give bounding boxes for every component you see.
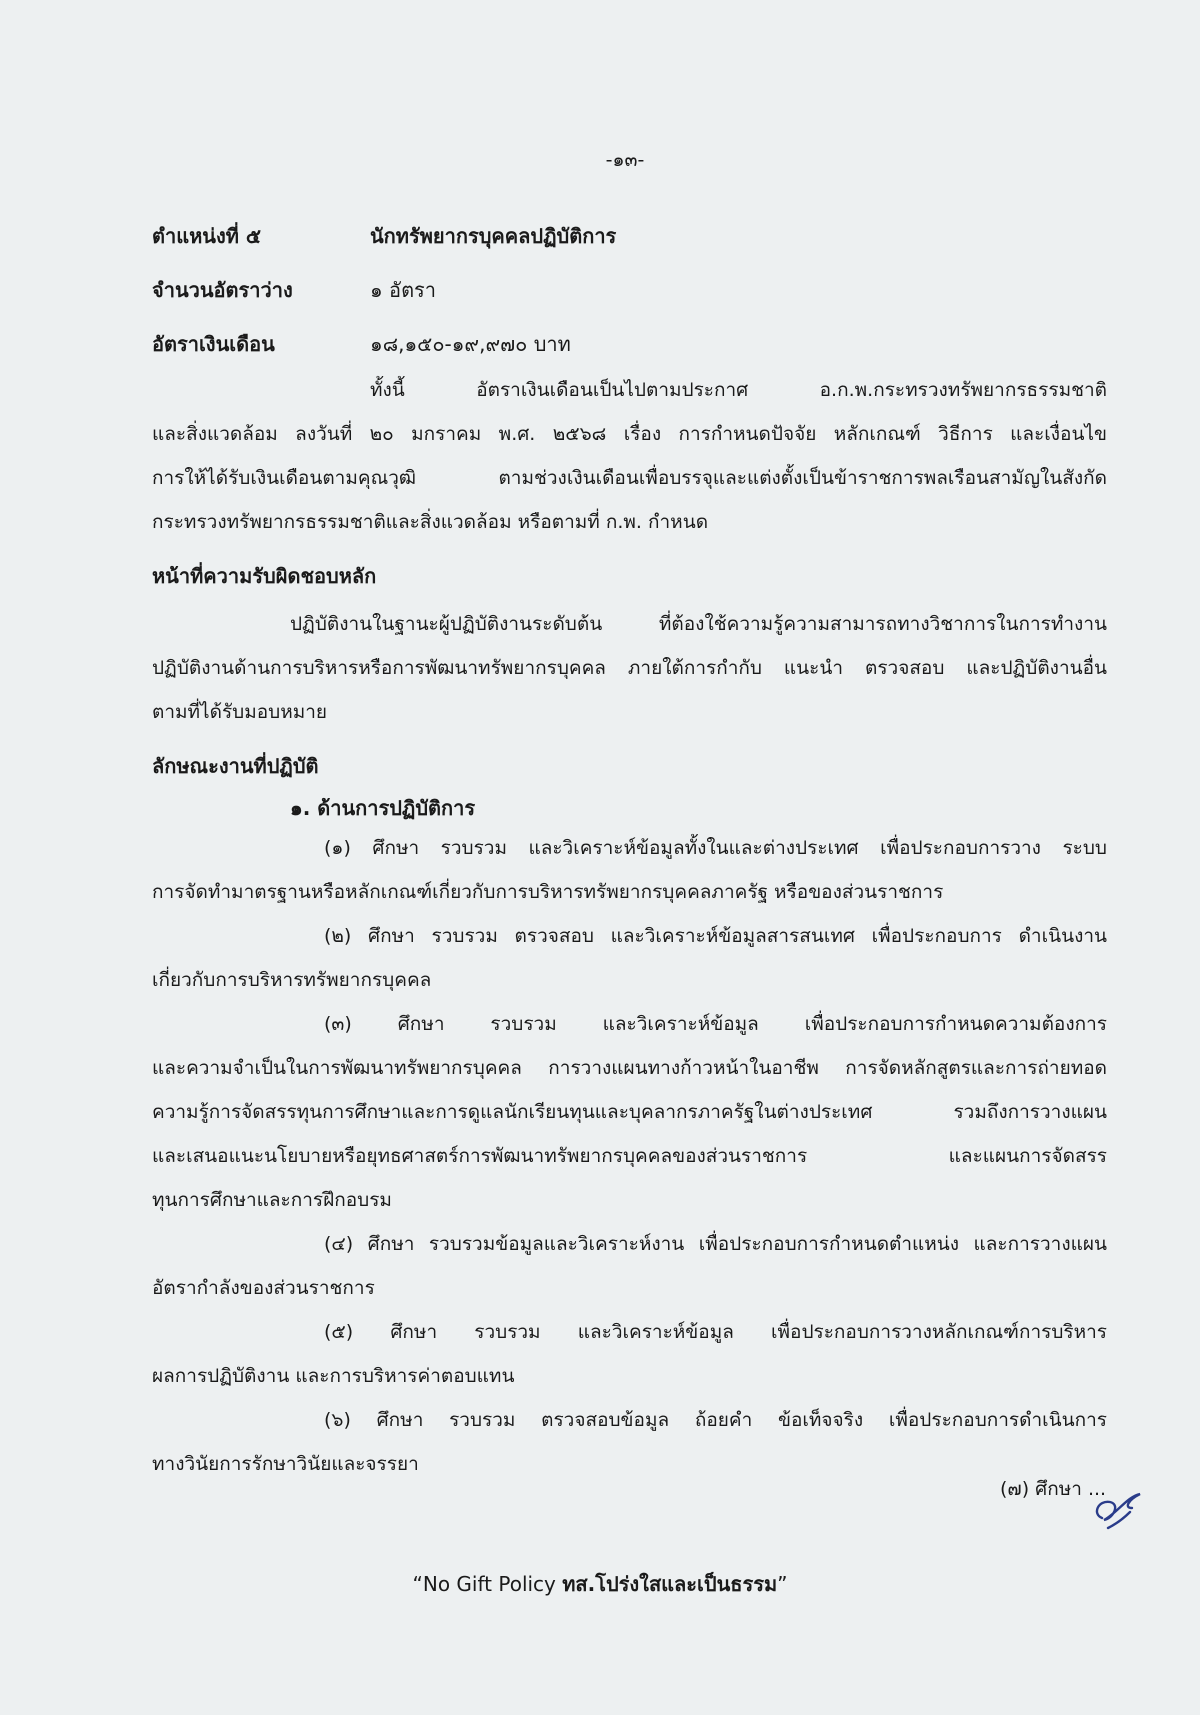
salary-note-paragraph [152,368,1107,544]
item-line: ทุนการศึกษาและการฝึกอบรม [152,1189,392,1211]
item-line: (๔) ศึกษา รวบรวมข้อมูลและวิเคราะห์งาน เพื่อประกอบการกำหนดตำแหน่ง และการวางแผน [324,1233,1107,1255]
item-line: (๒) ศึกษา รวบรวม ตรวจสอบ และวิเคราะห์ข้อมูลสารสนเทศ เพื่อประกอบการ ดำเนินงาน [324,925,1107,947]
salary-note-line: กระทรวงทรัพยากรธรรมชาติและสิ่งแวดล้อม หรือตามที่ ก.พ. กำหนด [152,511,709,533]
item-line: ความรู้การจัดสรรทุนการศึกษาและการดูแลนักเรียนทุนและบุคลากรภาครัฐในต่างประเทศ รวมถึงการวางแผน [152,1101,1107,1123]
duties-heading: หน้าที่ความรับผิดชอบหลัก [152,564,377,588]
footer-quote-text: “No Gift Policy [412,1572,563,1596]
duties-line: ปฏิบัติงานด้านการบริหารหรือการพัฒนาทรัพยากรบุคคล ภายใต้การกำกับ แนะนำ ตรวจสอบ และปฏิบัติงานอื่น [152,657,1107,679]
footer-bold-text: ทส.โปร่งใสและเป็นธรรม [562,1572,778,1596]
item-line: (๓) ศึกษา รวบรวม และวิเคราะห์ข้อมูล เพื่อประกอบการกำหนดความต้องการ [324,1013,1107,1035]
item-line: (๖) ศึกษา รวบรวม ตรวจสอบข้อมูล ถ้อยคำ ข้อเท็จจริง เพื่อประกอบการดำเนินการ [324,1409,1107,1431]
item-line: ทางวินัยการรักษาวินัยและจรรยา [152,1453,419,1475]
continuation-text: (๗) ศึกษา ... [1000,1478,1107,1500]
item-line: ผลการปฏิบัติงาน และการบริหารค่าตอบแทน [152,1365,515,1387]
work-heading: ลักษณะงานที่ปฏิบัติ [152,754,319,778]
salary-note-line: ทั้งนี้ อัตราเงินเดือนเป็นไปตามประกาศ อ.ก.พ.กระทรวงทรัพยากรธรรมชาติ [370,379,1107,401]
footer-quote-end: ” [777,1572,788,1596]
field-label-salary: อัตราเงินเดือน [152,332,275,356]
field-value-salary: ๑๘,๑๕๐-๑๙,๙๗๐ บาท [370,332,571,356]
page-number: -๑๓- [605,149,645,171]
duties-paragraph [152,602,1107,734]
item-line: การจัดทำมาตรฐานหรือหลักเกณฑ์เกี่ยวกับการบริหารทรัพยากรบุคคลภาครัฐ หรือของส่วนราชการ [152,881,944,903]
item-line: (๑) ศึกษา รวบรวม และวิเคราะห์ข้อมูลทั้งในและต่างประเทศ เพื่อประกอบการวาง ระบบ [324,837,1107,859]
signature-initial-mark [1088,1478,1148,1538]
item-line: (๕) ศึกษา รวบรวม และวิเคราะห์ข้อมูล เพื่อประกอบการวางหลักเกณฑ์การบริหาร [324,1321,1107,1343]
field-label-vacancies: จำนวนอัตราว่าง [152,278,293,302]
item-line: เกี่ยวกับการบริหารทรัพยากรบุคคล [152,969,432,991]
field-label-position: ตำแหน่งที่ ๕ [152,224,262,248]
item-line: และความจำเป็นในการพัฒนาทรัพยากรบุคคล การวางแผนทางก้าวหน้าในอาชีพ การจัดหลักสูตรและการถ่ายทอด [152,1057,1107,1079]
salary-note-line: และสิ่งแวดล้อม ลงวันที่ ๒๐ มกราคม พ.ศ. ๒๕๖๘ เรื่อง การกำหนดปัจจัย หลักเกณฑ์ วิธีการ และเงื่อนไข [152,423,1107,445]
salary-note-line: การให้ได้รับเงินเดือนตามคุณวุฒิ ตามช่วงเงินเดือนเพื่อบรรจุและแต่งตั้งเป็นข้าราชการพลเรือนสามัญในสังกัด [152,467,1107,489]
duties-line: ตามที่ได้รับมอบหมาย [152,701,328,723]
item-line: และเสนอแนะนโยบายหรือยุทธศาสตร์การพัฒนาทรัพยากรบุคคลของส่วนราชการ และแผนการจัดสรร [152,1145,1107,1167]
duties-line: ปฏิบัติงานในฐานะผู้ปฏิบัติงานระดับต้น ที่ต้องใช้ความรู้ความสามารถทางวิชาการในการทำงาน [290,613,1107,635]
section-heading: ๑. ด้านการปฏิบัติการ [290,796,476,820]
field-value-vacancies: ๑ อัตรา [370,278,437,302]
field-value-position: นักทรัพยากรบุคคลปฏิบัติการ [370,224,617,248]
item-line: อัตรากำลังของส่วนราชการ [152,1277,375,1299]
footer-slogan [0,1568,1200,1600]
items-list [152,826,1107,1486]
